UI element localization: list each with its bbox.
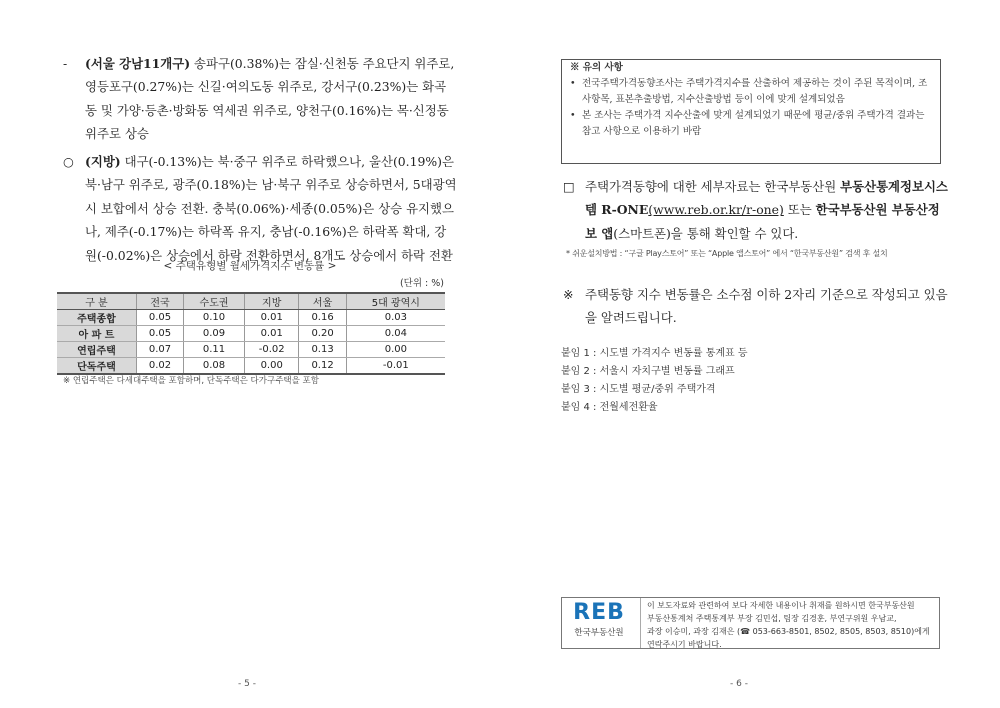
regional-paragraph (63, 150, 458, 267)
bullet-dot: • (570, 78, 576, 89)
bullet-dot: • (570, 110, 576, 121)
contact-line: 부동산통계처 주택통계부 부장 김민섭, 팀장 김경훈, 부연구위원 우남교, (647, 614, 897, 623)
attachment-item: 붙임 2 : 서울시 자치구별 변동률 그래프 (561, 366, 735, 377)
table-cell: 0.10 (184, 310, 245, 326)
detail-text: (스마트폰)을 통해 확인할 수 있다. (613, 225, 799, 241)
table-cell: 0.05 (136, 326, 183, 342)
dash-mark: - (63, 56, 68, 71)
attachment-list (561, 345, 748, 417)
attachment-item: 붙임 4 : 전월세전환율 (561, 402, 658, 413)
detail-paragraph (563, 175, 948, 245)
contact-line: 과장 이승미, 과장 김재은 (☎ 053-663-8501, 8502, 8505, 8503, 8510)에게 (647, 627, 930, 636)
table-cell: 0.07 (136, 342, 183, 358)
header-cell: 5대 광역시 (346, 293, 445, 310)
contact-text (640, 598, 936, 648)
contact-box (561, 597, 940, 649)
app-name: 한국부동산원 부동산정보 앱 (585, 202, 940, 241)
table-note: ※ 연립주택은 다세대주택을 포함하며, 단독주택은 다가구주택을 포함 (63, 376, 319, 386)
r-one-link[interactable]: (www.reb.or.kr/r-one) (648, 202, 784, 218)
table-header-row (57, 293, 445, 310)
reference-mark: ※ (563, 287, 574, 302)
install-instructions: * 쉬운설치방법 : “구글 Play스토어” 또는 “Apple 앱스토어” 에서 “한국부동산원” 검색 후 설치 (566, 249, 888, 258)
table-cell: 0.04 (346, 326, 445, 342)
logo-mark: REB (573, 600, 625, 625)
paragraph-text: 송파구(0.38%)는 잠실·신천동 주요단지 위주로, 영등포구(0.27%)는 신길·여의도동 위주로, 강서구(0.23%)는 화곡동 및 가양·등촌·방화동 역세권 위주로, 양천구(0.16%)는 목·신정동 위주로 상승 (85, 56, 455, 142)
row-label: 단독주택 (57, 358, 136, 375)
page-number: - 5 - (238, 679, 256, 689)
attachment-item: 붙임 3 : 시도별 평균/중위 주택가격 (561, 384, 716, 395)
contact-line: 이 보도자료와 관련하여 보다 자세한 내용이나 취재를 원하시면 한국부동산원 (647, 601, 915, 610)
reb-logo (564, 600, 634, 646)
notice-item-text: 본 조사는 주택가격 지수산출에 맞게 설계되었기 때문에 평균/중위 주택가격 결과는 참고 사항으로 이용하기 바람 (582, 110, 925, 137)
rent-index-table (57, 292, 445, 375)
rounding-note (563, 283, 948, 330)
contact-line: 연락주시기 바랍니다. (647, 640, 722, 649)
table-title: < 주택유형별 월세가격지수 변동률 > (163, 260, 337, 272)
table-cell: -0.01 (346, 358, 445, 375)
row-label: 주택종합 (57, 310, 136, 326)
notice-item-text: 전국주택가격동향조사는 주택가격지수를 산출하여 제공하는 것이 주된 목적이며, 조사항목, 표본추출방법, 지수산출방법 등이 이에 맞게 설계되었음 (582, 78, 928, 105)
seoul-gangnam-paragraph (63, 52, 458, 146)
table-row (57, 326, 445, 342)
table-unit: (단위 : %) (399, 278, 444, 289)
header-cell: 서울 (299, 293, 346, 310)
table-cell: 0.03 (346, 310, 445, 326)
notice-item (570, 76, 932, 108)
header-cell: 지방 (244, 293, 299, 310)
table-cell: 0.09 (184, 326, 245, 342)
header-cell: 수도권 (184, 293, 245, 310)
row-label: 연립주택 (57, 342, 136, 358)
detail-text: 또는 (783, 202, 816, 218)
table-cell: 0.00 (244, 358, 299, 375)
table-cell: 0.01 (244, 310, 299, 326)
table-row (57, 342, 445, 358)
header-cell: 전국 (136, 293, 183, 310)
r-one-name: 부동산통계정보시스템 R-ONE (585, 179, 948, 218)
rounding-note-text: 주택동향 지수 변동률은 소수점 이하 2자리 기준으로 작성되고 있음을 알려드립니다. (585, 287, 948, 326)
notice-item (570, 108, 932, 140)
logo-name: 한국부동산원 (574, 628, 624, 638)
table-cell: 0.05 (136, 310, 183, 326)
table-row (57, 310, 445, 326)
table-cell: 0.01 (244, 326, 299, 342)
paragraph-heading: (서울 강남11개구) (85, 56, 191, 71)
header-cell: 구 분 (57, 293, 136, 310)
table-cell: -0.02 (244, 342, 299, 358)
table-cell: 0.08 (184, 358, 245, 375)
attachment-item: 붙임 1 : 시도별 가격지수 변동률 통계표 등 (561, 348, 748, 359)
table-row (57, 358, 445, 375)
right-page (500, 0, 1000, 708)
square-mark: □ (563, 179, 575, 194)
table-cell: 0.12 (299, 358, 346, 375)
table-cell: 0.20 (299, 326, 346, 342)
table-cell: 0.16 (299, 310, 346, 326)
detail-text: 주택가격동향에 대한 세부자료는 한국부동산원 (585, 179, 841, 194)
table-cell: 0.00 (346, 342, 445, 358)
row-label: 아 파 트 (57, 326, 136, 342)
paragraph-text: 대구(-0.13%)는 북·중구 위주로 하락했으나, 울산(0.19%)은 북·남구 위주로, 광주(0.18%)는 남·북구 위주로 상승하면서, 5대광역시 보합에서 상승 전환. 충북(0.06%)·세종(0.05%)은 상승 유지했으나, 제주(-0.17%)는 하락폭 유지, 충남(-0.16%)은 하락폭 확대, 강원(-0.02%)은 상승에서 하락 전환하면서, 8개도 상승에서 하락 전환 (85, 154, 457, 263)
notice-box (561, 59, 941, 164)
notice-title: ※ 유의 사항 (570, 62, 623, 73)
table-cell: 0.02 (136, 358, 183, 375)
page-number: - 6 - (730, 679, 748, 689)
circle-mark: ○ (63, 154, 74, 169)
table-cell: 0.13 (299, 342, 346, 358)
paragraph-heading: (지방) (85, 154, 121, 169)
table-cell: 0.11 (184, 342, 245, 358)
